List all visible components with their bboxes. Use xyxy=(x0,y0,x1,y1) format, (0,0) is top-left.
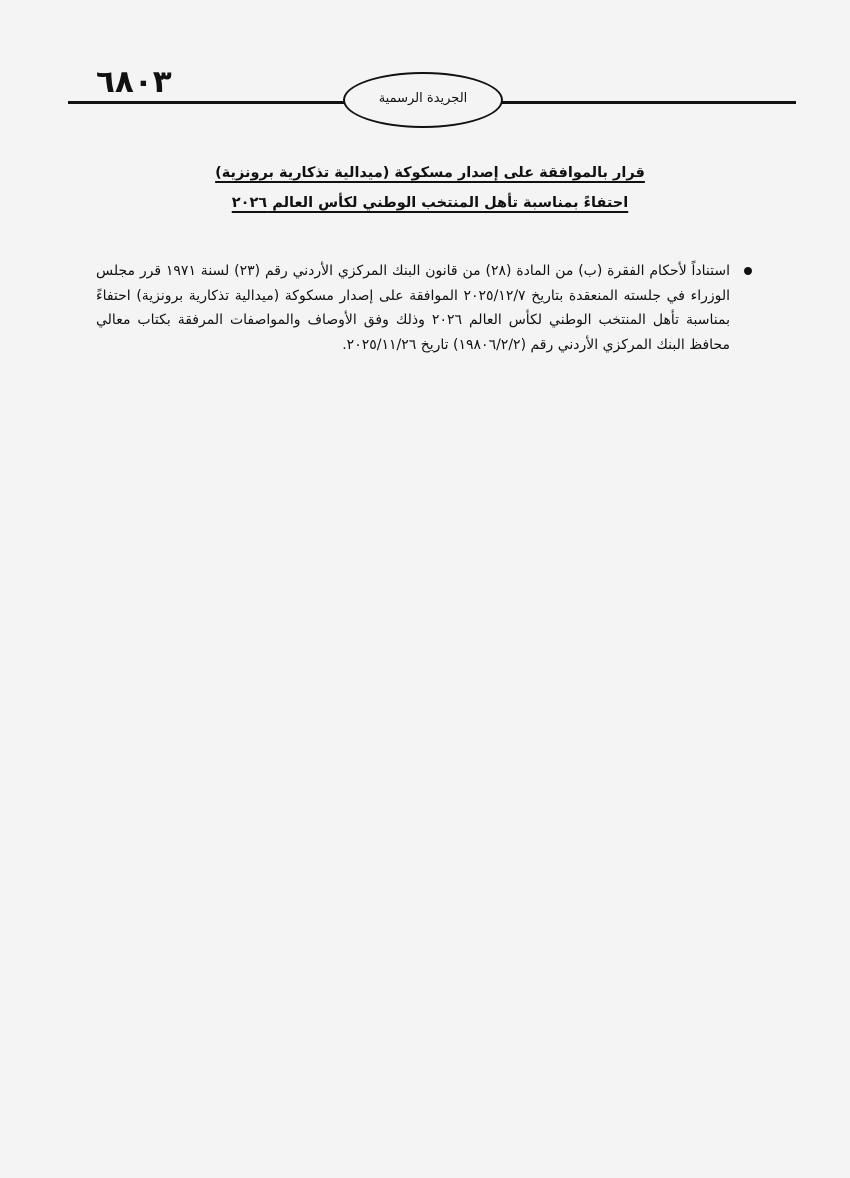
bullet-icon xyxy=(744,267,752,275)
decision-title-line-1: قرار بالموافقة على إصدار مسكوكة (ميدالية تذكارية برونزية) xyxy=(215,165,645,181)
list-item xyxy=(96,259,756,357)
decision-body xyxy=(96,259,756,357)
decision-title xyxy=(200,158,660,218)
gazette-name: الجريدة الرسمية xyxy=(378,91,468,106)
gazette-name-oval xyxy=(343,72,503,128)
decision-paragraph: استناداً لأحكام الفقرة (ب) من المادة (٢٨) من قانون البنك المركزي الأردني رقم (٢٣) لسنة ١٩٧١ قرر مجلس الوزراء في جلسته المنعقدة بتاريخ ٢٠٢٥/١٢/٧ الموافقة على إصدار مسكوكة (ميدالية تذكارية برونزية) احتفاءً بمناسبة تأهل المنتخب الوطني لكأس العالم ٢٠٢٦ وذلك وفق الأوصاف والمواصفات المرفقة بكتاب معالي محافظ البنك المركزي الأردني رقم (١٩٨٠٦/٢/٢) تاريخ ٢٠٢٥/١١/٢٦. xyxy=(96,263,731,353)
decision-title-line-2: احتفاءً بمناسبة تأهل المنتخب الوطني لكأس العالم ٢٠٢٦ xyxy=(231,195,629,211)
page-number: ٦٨٠٣ xyxy=(96,64,172,100)
